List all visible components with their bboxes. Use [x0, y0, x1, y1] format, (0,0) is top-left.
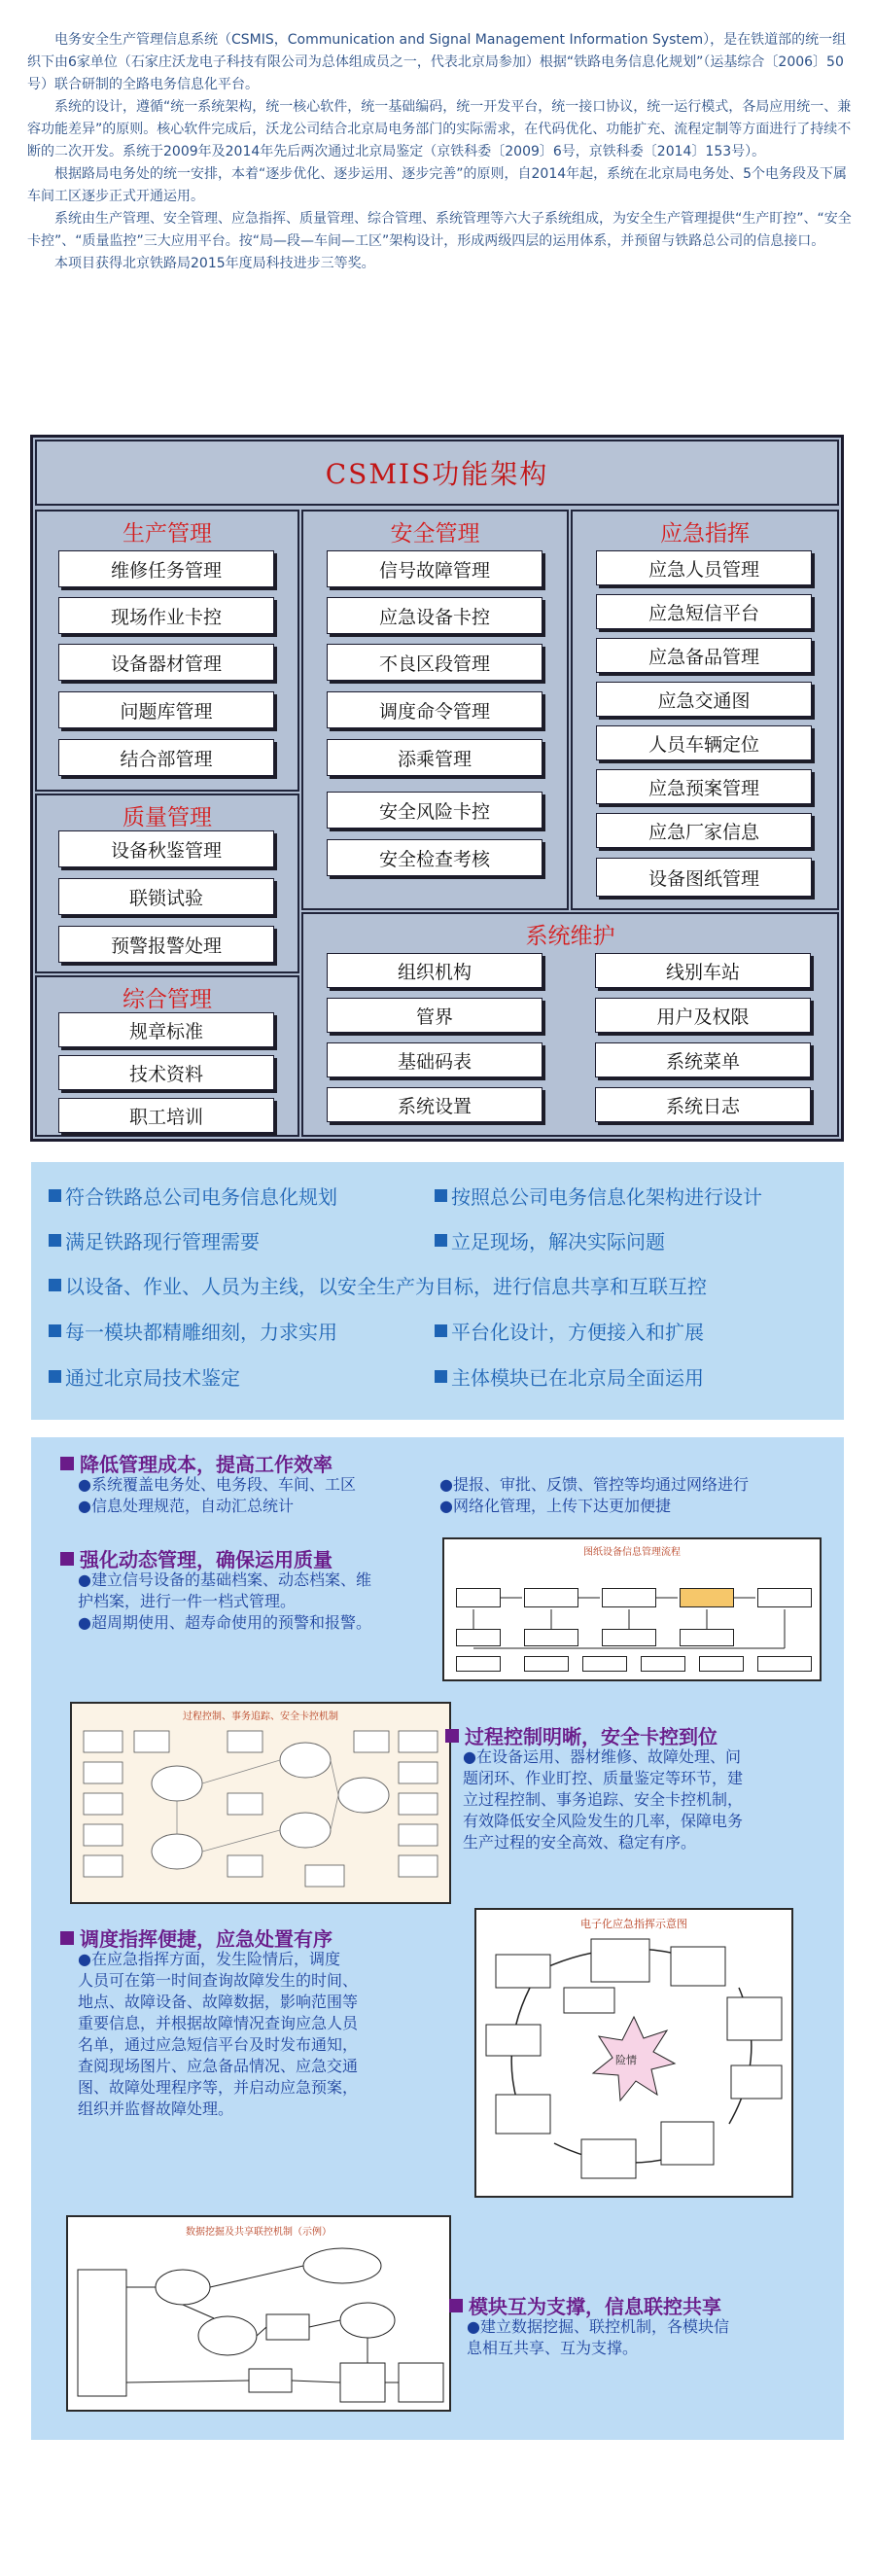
module-box: 设备图纸管理 [596, 858, 812, 897]
bullet-square-icon [435, 1234, 447, 1247]
bullet-square-icon [49, 1234, 61, 1247]
module-box: 结合部管理 [58, 739, 274, 776]
equipment-flow-figure [442, 1537, 822, 1681]
panel-safety [301, 510, 569, 910]
figure-title: 图纸设备信息管理流程 [583, 1547, 681, 1558]
feature-item: 以设备、作业、人员为主线，以安全生产为目标，进行信息共享和互联互控 [49, 1271, 707, 1299]
feature-item: 主体模块已在北京局全面运用 [435, 1362, 704, 1391]
data-sharing-figure [66, 2215, 451, 2412]
panel-title: 安全管理 [390, 521, 480, 547]
flow-node [757, 1656, 812, 1672]
module-box: 预警报警处理 [58, 926, 274, 963]
panel-title: 综合管理 [122, 987, 212, 1012]
process-control-figure [70, 1702, 451, 1904]
flow-node [456, 1588, 501, 1607]
panel-emergency [571, 510, 839, 910]
section-heading: 模块互为支撑，信息联控共享 [449, 2291, 721, 2319]
feature-item: 通过北京局技术鉴定 [49, 1362, 240, 1391]
module-box: 系统菜单 [595, 1042, 811, 1077]
module-box: 应急备品管理 [596, 638, 812, 673]
bullet-square-icon [435, 1324, 447, 1337]
intro-paragraph: 系统由生产管理、安全管理、应急指挥、质量管理、综合管理、系统管理等六大子系统组成，为安全生产管理提供“生产盯控”、“安全卡控”、“质量监控”三大应用平台。按“局—段—车间—工区”架构设计，形成两级四层的运用体系，并预留与铁路总公司的信息接口。 [27, 211, 852, 249]
figure-title: 过程控制、事务追踪、安全卡控机制 [183, 1711, 338, 1722]
flow-node [680, 1588, 734, 1607]
bullet-square-icon [435, 1370, 447, 1383]
module-box: 系统日志 [595, 1087, 811, 1122]
section-text: ●在设备运用、器材维修、故障处理、问 题闭环、作业盯控、质量鉴定等环节，建 立过程控制、事务追踪、安全卡控机制， 有效降低安全风险发生的几率，保障电务 生产过程的安全高效、稳定有序。 [463, 1747, 744, 1852]
module-box: 应急交通图 [596, 682, 812, 717]
flow-node [680, 1629, 734, 1646]
architecture-title: CSMIS功能架构 [35, 440, 839, 506]
feature-item: 按照总公司电务信息化架构进行设计 [435, 1182, 762, 1210]
flow-node [641, 1656, 685, 1672]
bullet-square-icon [49, 1189, 61, 1202]
bullet-square-icon [60, 1931, 74, 1945]
figure-title: 电子化应急指挥示意图 [580, 1918, 687, 1930]
module-box: 用户及权限 [595, 998, 811, 1033]
intro-text [27, 29, 852, 275]
panel-quality [35, 794, 299, 973]
panel-title: 生产管理 [122, 521, 212, 547]
feature-item: 每一模块都精雕细刻，力求实用 [49, 1317, 337, 1345]
flow-node [757, 1588, 812, 1607]
module-box: 维修任务管理 [58, 550, 274, 587]
flow-node [524, 1588, 578, 1607]
architecture-diagram [30, 435, 844, 1142]
module-box: 线别车站 [595, 953, 811, 988]
bullet-square-icon [60, 1457, 74, 1470]
panel-general [35, 975, 299, 1137]
section-text: ●建立数据挖掘、联控机制，各模块信 息相互共享、互为支撑。 [467, 2317, 729, 2357]
feature-item: 平台化设计，方便接入和扩展 [435, 1317, 704, 1345]
panel-production [35, 510, 299, 792]
panel-title: 质量管理 [122, 805, 212, 830]
bullet-square-icon [49, 1370, 61, 1383]
module-box: 设备器材管理 [58, 644, 274, 681]
section-text: ●在应急指挥方面，发生险情后，调度 人员可在第一时间查询故障发生的时间、 地点、故障设备、故障数据，影响范围等 重要信息，并根据故障情况查询应急人员 名单，通过应急短信平台及时发布通知， 查阅现场图片、应急备品情况、应急交通 图、故障处理程序等，并启动应急预案， 组织并监督故障处理。 [78, 1950, 359, 2118]
section-heading: 降低管理成本，提高工作效率 [60, 1449, 332, 1477]
mechanism-diagram [72, 1704, 449, 1902]
feature-list [31, 1162, 844, 1420]
module-box: 调度命令管理 [327, 691, 542, 728]
module-box: 应急厂家信息 [596, 813, 812, 848]
flow-node [582, 1656, 627, 1672]
data-flow-diagram [68, 2217, 449, 2410]
bullet-square-icon [60, 1552, 74, 1566]
flow-node [699, 1656, 744, 1672]
module-box: 组织机构 [327, 953, 542, 988]
flow-node [602, 1588, 656, 1607]
figure-title: 数据挖掘及共享联控机制（示例） [186, 2227, 332, 2238]
section-text: ●系统覆盖电务处、电务段、车间、工区 ●信息处理规范，自动汇总统计 [78, 1475, 356, 1515]
section-heading: 过程控制明晰，安全卡控到位 [445, 1721, 718, 1749]
module-box: 信号故障管理 [327, 550, 542, 587]
panel-title: 应急指挥 [660, 521, 750, 547]
module-box: 职工培训 [58, 1098, 274, 1133]
flow-node [524, 1656, 569, 1672]
bullet-square-icon [49, 1279, 61, 1291]
module-box: 安全风险卡控 [327, 792, 542, 829]
emergency-command-figure [474, 1908, 793, 2198]
module-box: 设备秋鉴管理 [58, 830, 274, 867]
feature-item: 满足铁路现行管理需要 [49, 1226, 260, 1254]
module-box: 安全检查考核 [327, 839, 542, 876]
flow-node [602, 1629, 656, 1646]
intro-paragraph: 电务安全生产管理信息系统（CSMIS，Communication and Signal Management Information System），是在铁道部的统一组织下由6家单位（石家庄沃龙电子科技有限公司为总体组成员之一，代表北京局参加）根据“铁路电务信息化规划”（运基综合〔2006〕50号）联合研制的全路电务信息化平台。 [27, 32, 847, 92]
hazard-center-label: 险情 [615, 2054, 637, 2066]
section-text: ●建立信号设备的基础档案、动态档案、维 护档案，进行一件一档式管理。 ●超周期使用、超寿命使用的预警和报警。 [78, 1570, 371, 1632]
module-box: 应急预案管理 [596, 769, 812, 804]
flow-node [456, 1629, 501, 1646]
bullet-square-icon [449, 2299, 463, 2312]
module-box: 系统设置 [327, 1087, 542, 1122]
section-heading: 强化动态管理，确保运用质量 [60, 1544, 332, 1572]
intro-paragraph: 根据路局电务处的统一安排，本着“逐步优化、逐步运用、逐步完善”的原则，自2014年起，系统在北京局电务处、5个电务段及下属车间工区逐步正式开通运用。 [27, 166, 848, 204]
module-box: 现场作业卡控 [58, 597, 274, 634]
module-box: 应急短信平台 [596, 594, 812, 629]
bullet-square-icon [435, 1189, 447, 1202]
module-box: 添乘管理 [327, 739, 542, 776]
feature-item: 立足现场，解决实际问题 [435, 1226, 665, 1254]
section-heading: 调度指挥便捷，应急处置有序 [60, 1923, 332, 1952]
module-box: 人员车辆定位 [596, 725, 812, 760]
intro-paragraph: 本项目获得北京铁路局2015年度局科技进步三等奖。 [54, 256, 375, 271]
module-box: 技术资料 [58, 1055, 274, 1090]
module-box: 规章标准 [58, 1012, 274, 1047]
section-text: ●提报、审批、反馈、管控等均通过网络进行 ●网络化管理，上传下达更加便捷 [439, 1475, 749, 1515]
panel-title: 系统维护 [525, 924, 615, 949]
module-box: 应急人员管理 [596, 550, 812, 585]
module-box: 问题库管理 [58, 691, 274, 728]
intro-paragraph: 系统的设计，遵循“统一系统架构，统一核心软件，统一基础编码，统一开发平台，统一接口协议，统一运行模式，各局应用统一、兼容功能差异”的原则。核心软件完成后，沃龙公司结合北京局电务部门的实际需求，在代码优化、功能扩充、流程定制等方面进行了持续不断的二次开发。系统于2009年及2014年先后两次通过北京局鉴定（京铁科委〔2009〕6号，京铁科委〔2014〕153号）。 [27, 99, 852, 159]
flow-node [456, 1656, 501, 1672]
flow-node [524, 1629, 578, 1646]
module-box: 应急设备卡控 [327, 597, 542, 634]
module-box: 联锁试验 [58, 878, 274, 915]
module-box: 基础码表 [327, 1042, 542, 1077]
benefits-panel [31, 1437, 844, 2440]
bullet-square-icon [445, 1729, 459, 1743]
panel-system [301, 912, 839, 1137]
bullet-square-icon [49, 1324, 61, 1337]
module-box: 不良区段管理 [327, 644, 542, 681]
feature-item: 符合铁路总公司电务信息化规划 [49, 1182, 337, 1210]
module-box: 管界 [327, 998, 542, 1033]
